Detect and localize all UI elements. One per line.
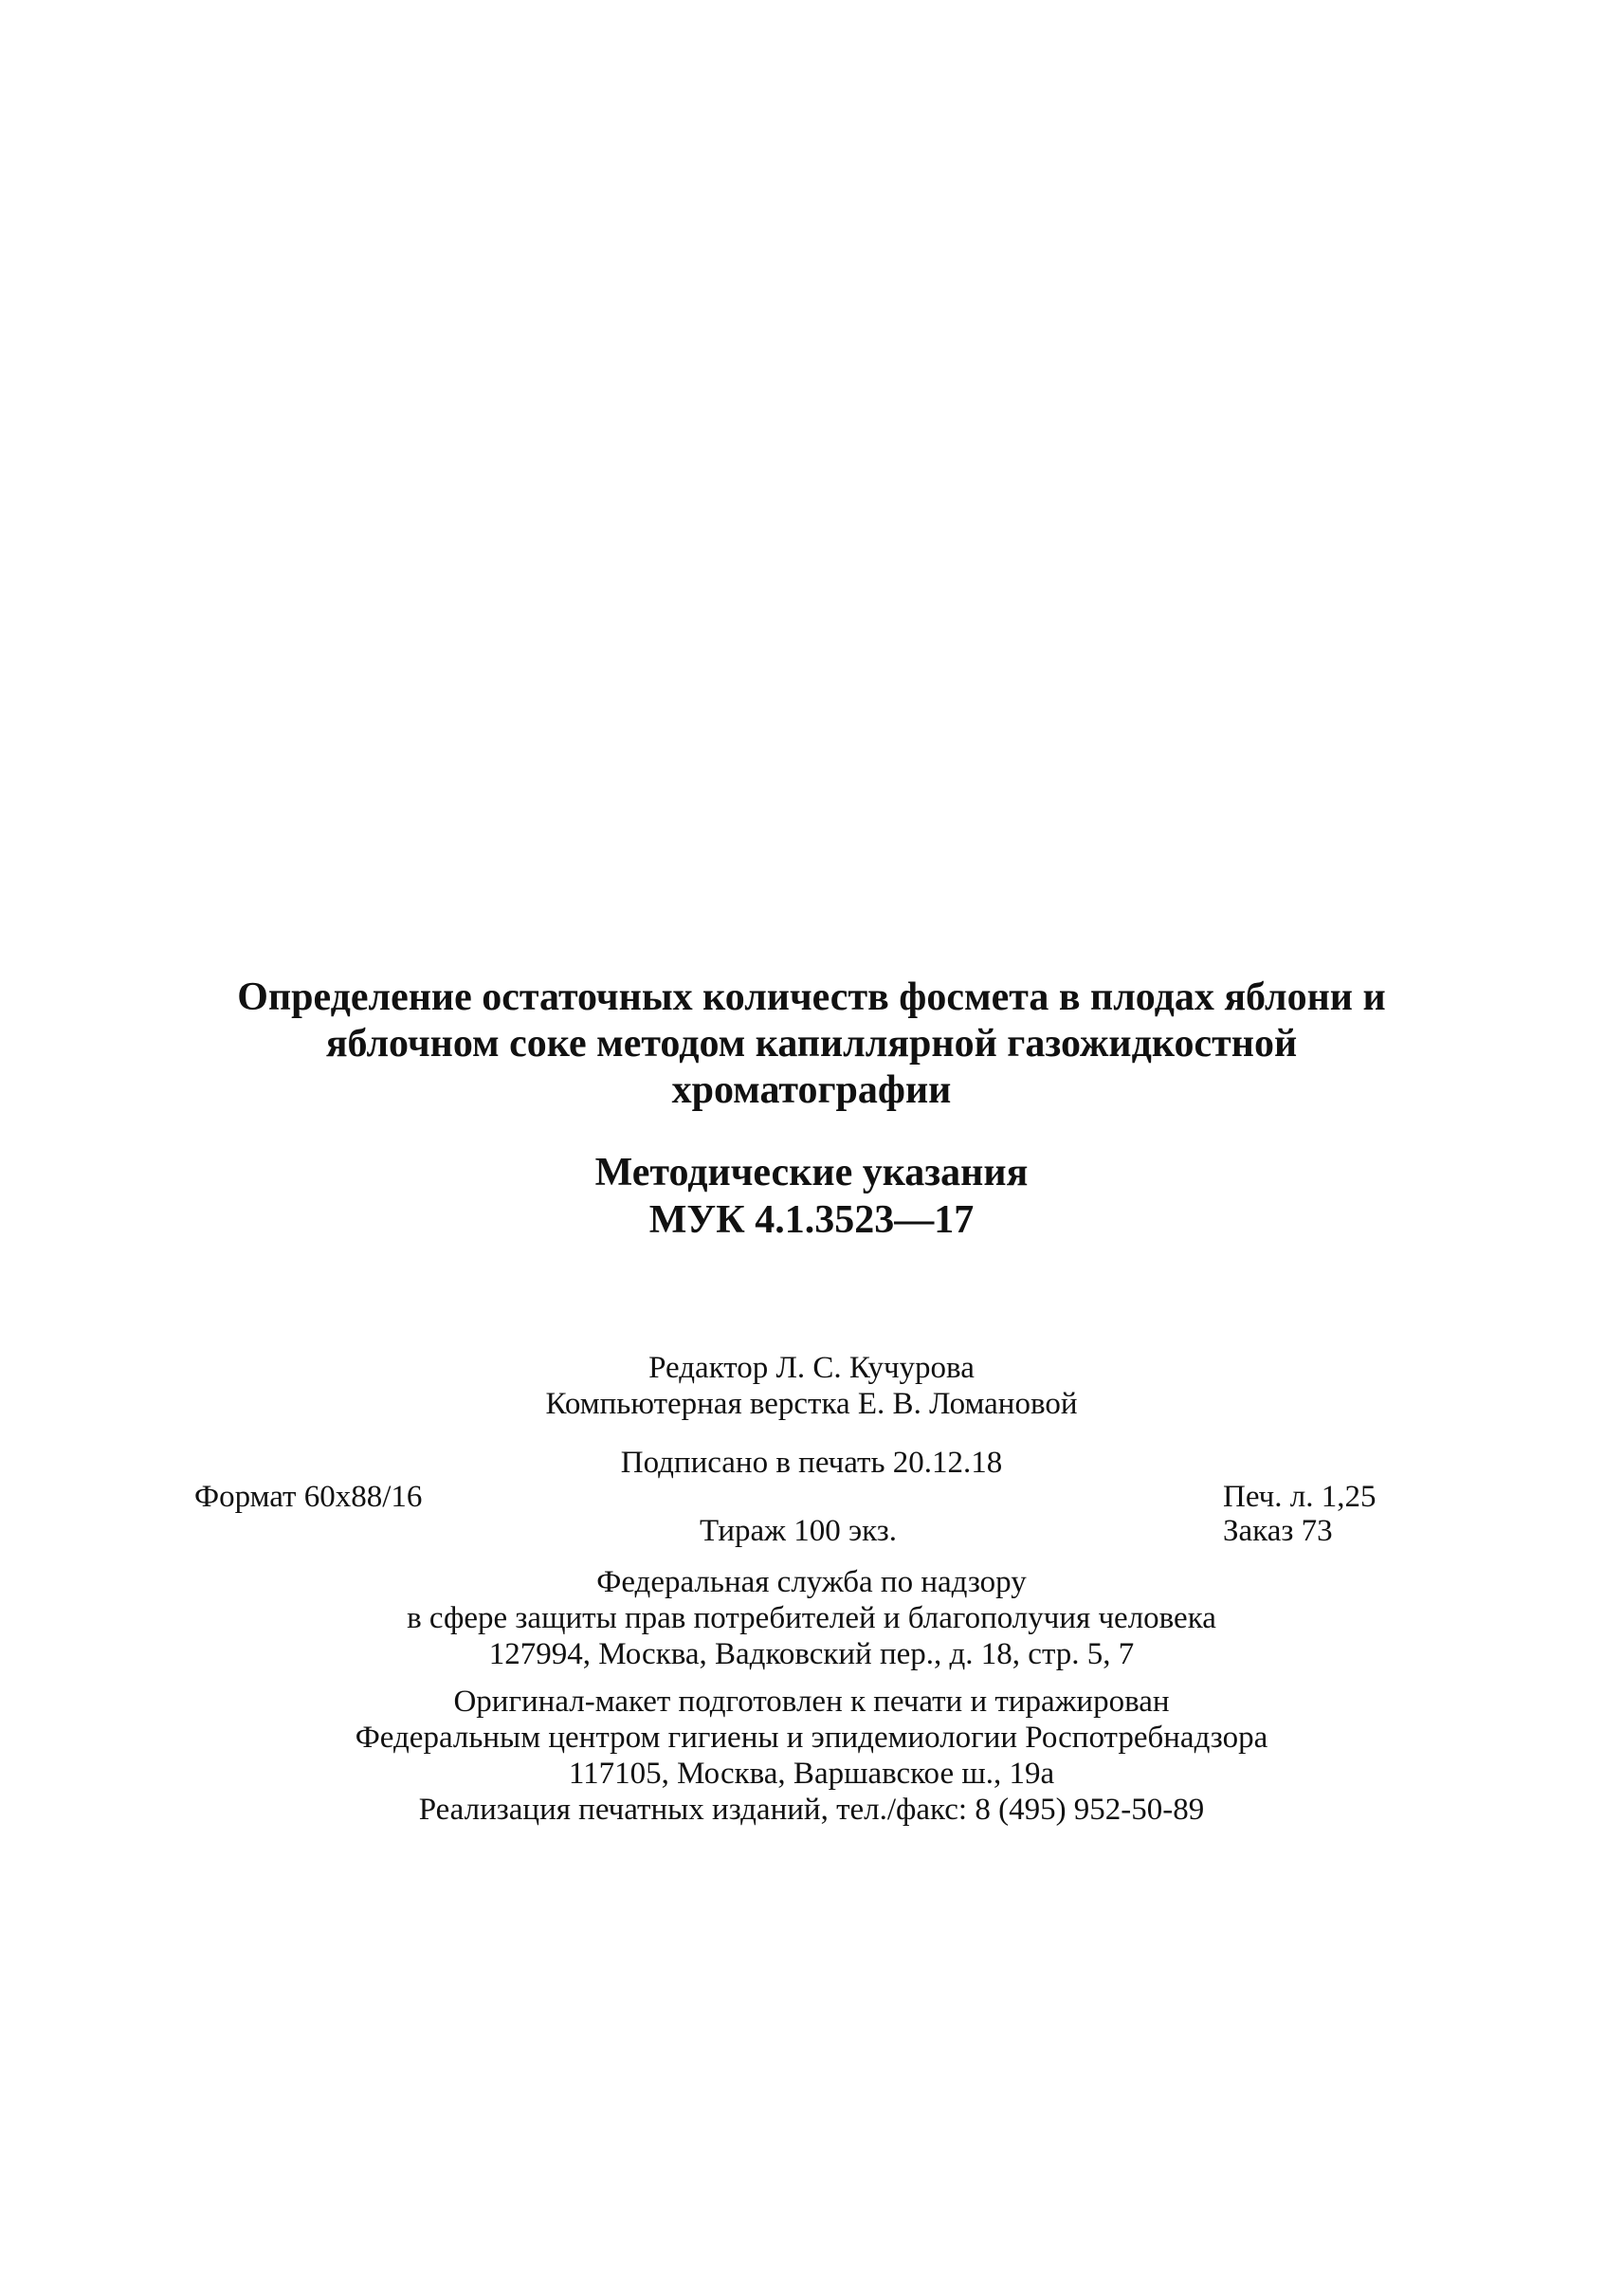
print-run: Тираж 100 экз. — [700, 1514, 897, 1548]
producer-contact: Реализация печатных изданий, тел./факс: 8 (495) 952-50-89 — [418, 1793, 1205, 1827]
title-line: хроматографии — [671, 1068, 952, 1112]
publisher-address: 127994, Москва, Вадковский пер., д. 18, стр. 5, 7 — [488, 1637, 1135, 1671]
publisher-line: Федеральная служба по надзору — [596, 1565, 1027, 1599]
title-line: Определение остаточных количеств фосмета в плодах яблони и — [237, 975, 1386, 1019]
document-subtitle — [0, 1149, 1623, 1244]
credits-block — [0, 1350, 1623, 1422]
order-number: Заказ 73 — [1223, 1514, 1333, 1548]
producer-address: 117105, Москва, Варшавское ш., 19а — [568, 1757, 1055, 1791]
publisher-line: в сфере защиты прав потребителей и благополучия человека — [407, 1601, 1216, 1635]
document-title — [0, 975, 1623, 1114]
print-sheets: Печ. л. 1,25 — [1223, 1480, 1377, 1514]
document-code: МУК 4.1.3523—17 — [648, 1198, 975, 1242]
producer-line: Федеральным центром гигиены и эпидемиологии Роспотребнадзора — [355, 1721, 1268, 1755]
signed-to-print — [0, 1445, 1623, 1481]
layout-credit: Компьютерная верстка Е. В. Ломановой — [545, 1387, 1078, 1421]
signed-date: Подписано в печать 20.12.18 — [620, 1446, 1003, 1480]
publisher-block — [0, 1564, 1623, 1672]
editor-credit: Редактор Л. С. Кучурова — [648, 1351, 975, 1385]
producer-block — [0, 1684, 1623, 1828]
document-type: Методические указания — [594, 1151, 1029, 1194]
producer-line: Оригинал-макет подготовлен к печати и тиражирован — [453, 1685, 1170, 1719]
print-format: Формат 60x88/16 — [194, 1480, 423, 1514]
title-line: яблочном соке методом капиллярной газожидкостной — [325, 1022, 1298, 1066]
